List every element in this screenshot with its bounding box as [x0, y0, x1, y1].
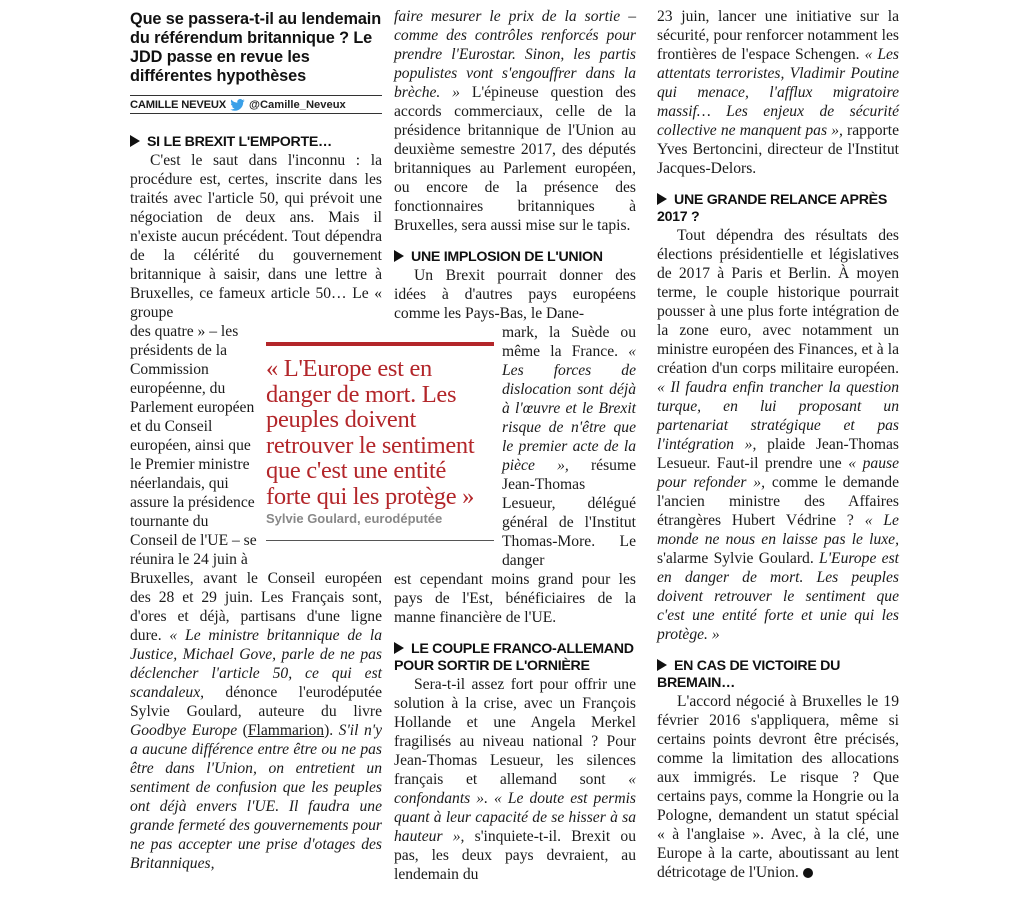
paragraph-narrow: des quatre » – les présidents de la Commission européenne, du Parlement européen et du Conseil européen, ainsi que le Premier ministre néerlandais, qui assure la présidence tournante du Conseil de l'UE – se réunira le 24 juin à [130, 323, 257, 568]
column-2 [394, 0, 636, 884]
end-bullet-icon [803, 868, 813, 878]
paragraph: Bruxelles, avant le Conseil européen des 28 et 29 juin. Les Français sont, d'ores et déjà, partisans d'une ligne dure. « Le ministre britannique de la Justice, Michael Gove, parle de ne pas déclencher l'article 50, ce qui est scandaleux, dénonce l'eurodéputée Sylvie Goulard, auteure du livre Goodbye Europe (Flammarion). S'il n'y a aucune différence entre être ou ne pas être dans l'Union, on entretient un sentiment de confusion que les peuples ont déjà envers l'UE. Il faudra une grande fermeté des gouvernements pour ne pas accepter une prise d'otages des Britanniques, [130, 570, 383, 872]
section-heading-relance: UNE GRANDE RELANCE APRÈS 2017 ? [657, 192, 887, 225]
quote: S'il n'y a aucune différence entre être ou ne pas être dans l'Union, on entretient un sentiment de confusion que les peuples ont déjà envers l'UE. Il faudra une grande fermeté des gouvernements pour ne pas accepter une prise d'otages des Britanniques, [130, 722, 383, 872]
twitter-handle[interactable]: @Camille_Neveux [249, 99, 346, 111]
paragraph: est cependant moins grand pour les pays de l'Est, bénéficiaires de la manne financière de l'UE. [394, 571, 636, 626]
quote: « Les attentats terroristes, Vladimir Poutine qui menace, l'afflux migratoire massif… Les enjeux de sécurité collective ne manquent pas », [657, 46, 899, 139]
paragraph: 23 juin, lancer une initiative sur la sécurité, pour renforcer notamment les frontières de l'espace Schengen. « Les attentats terroristes, Vladimir Poutine qui menace, l'afflux migratoire massif… Les enjeux de sécurité collective ne manquent pas », rapporte Yves Bertoncini, directeur de l'Institut Jacques-Delors. [657, 8, 899, 177]
section-heading-couple: LE COUPLE FRANCO-ALLEMAND POUR SORTIR DE L'ORNIÈRE [394, 641, 634, 674]
twitter-bird-icon [230, 99, 245, 111]
triangle-bullet-icon [394, 250, 404, 262]
section-heading-bremain: EN CAS DE VICTOIRE DU BREMAIN… [657, 658, 841, 691]
paragraph: L'accord négocié à Bruxelles le 19 février 2016 s'appliquera, même si certains points devront être précisés, comme la limitation des allocations aux immigrés. Le risque ? Que certains pays, comme la Hongrie ou la Pologne, demandent un statut spécial « à l'anglaise ». Avec, à la clé, une Europe à la carte, aboutissant au lent détricotage de l'Union. [657, 693, 899, 881]
triangle-bullet-icon [657, 659, 667, 671]
paragraph: Tout dépendra des résultats des élections présidentielle et législatives de 2017 à Paris et Berlin. À moyen terme, le couple historique pourrait pousser à une plus forte intégration de la zone euro, avec notamment un ministre européen des Finances, et à la création d'un corps militaire européen. « Il faudra enfin trancher la question turque, en lui proposant un partenariat stratégique et pas l'intégration », plaide Jean-Thomas Lesueur. Faut-il prendre une « pause pour refonder », comme le demande l'ancien ministre des Affaires étrangères Hubert Védrine ? « Le monde ne nous en laisse pas le luxe, s'alarme Sylvie Goulard. L'Europe est en danger de mort. Les peuples doivent retrouver le sentiment que c'est une entité forte et unie qui les protège. » [657, 227, 900, 643]
paragraph: Un Brexit pourrait donner des idées à d'autres pays européens comme les Pays-Bas, le Dane- [394, 267, 636, 322]
paragraph-narrow: mark, la Suède ou même la France. « Les forces de dislocation sont déjà à l'œuvre et le Brexit risque de n'être que le premier acte de la pièce », résume Jean-Thomas Lesueur, délégué général de l'Institut Thomas-More. Le danger [502, 324, 636, 569]
triangle-bullet-icon [130, 135, 140, 147]
section-heading-brexit: SI LE BREXIT L'EMPORTE… [130, 134, 382, 151]
paragraph: Sera-t-il assez fort pour offrir une solution à la crise, avec un François Hollande et une Angela Merkel fragilisés au niveau national ? Pour Jean-Thomas Lesueur, les silences français et allemand sont « confondants ». « Le doute est permis quant à leur capacité de se hisser à sa hauteur », s'inquiete-t-il. Brexit ou pas, les deux pays devraient, au lendemain du [394, 676, 637, 883]
paragraph: C'est le saut dans l'inconnu : la procédure est, certes, inscrite dans les traités avec l'article 50, qui prévoit une négociation de deux ans. Mais il n'existe aucun précédent. Tout dépendra de la célérité du gouvernement britannique à saisir, dans une lettre à Bruxelles, ce fameux article 50… Le « groupe [130, 152, 382, 321]
publisher-link[interactable]: Flammarion [247, 722, 325, 739]
section-heading-implosion: UNE IMPLOSION DE L'UNION [394, 249, 636, 266]
book-title: Goodbye Europe [130, 722, 238, 739]
quote: « Le ministre britannique de la Justice, Michael Gove, parle de ne pas déclencher l'article 50, ce qui est scandaleux, [130, 627, 382, 701]
pull-quote-source: Sylvie Goulard, eurodéputée [266, 510, 443, 526]
paragraph: faire mesurer le prix de la sortie – comme des contrôles renforcés pour prendre l'Eurostar. Sinon, les partis populistes vont s'engouffrer dans la brèche. » L'épineuse question des accords commerciaux, celle de la présidence britannique de l'Union au deuxième semestre 2017, des députés britanniques au Parlement européen, ou encore de la présence des fonctionnaires britanniques à Bruxelles, sera aussi mise sur le tapis. [394, 8, 636, 234]
pull-quote-text: « L'Europe est en danger de mort. Les peuples doivent retrouver le sentiment que c'est une entité forte qui les protège » [266, 355, 475, 510]
quote: « Les forces de dislocation sont déjà à l'œuvre et le Brexit risque de n'être que le premier acte de la pièce », [502, 343, 636, 474]
triangle-bullet-icon [657, 193, 667, 205]
triangle-bullet-icon [394, 642, 404, 654]
byline [130, 95, 382, 114]
article-lead: Que se passera-t-il au lendemain du référendum britannique ? Le JDD passe en revue les différentes hypothèses [130, 10, 382, 85]
column-3 [657, 0, 899, 882]
quote: faire mesurer le prix de la sortie – comme des contrôles renforcés pour prendre l'Eurostar. Sinon, les partis populistes vont s'engouffrer dans la brèche. » [394, 8, 636, 101]
author-name: CAMILLE NEVEUX [130, 99, 227, 111]
